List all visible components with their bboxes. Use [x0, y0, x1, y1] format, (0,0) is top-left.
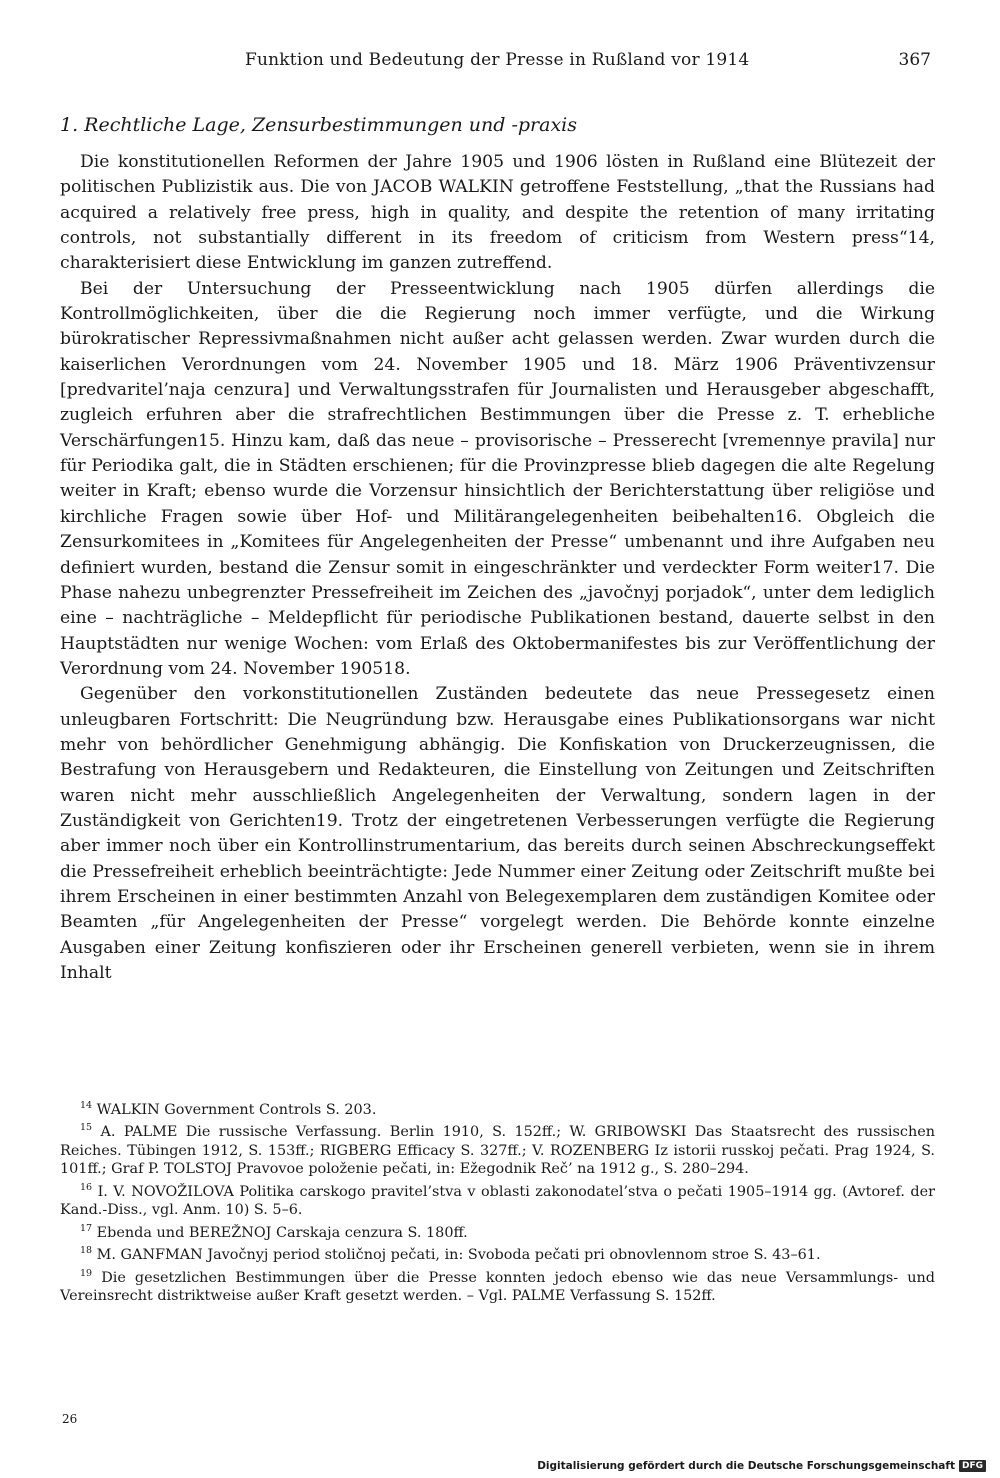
- dfg-logo: DFG: [959, 1460, 986, 1472]
- footnote: [60, 1097, 935, 1119]
- footnote-text: Die gesetzlichen Bestimmungen über die Presse konnten jedoch ebenso wie das neue Versammlungs- und Vereinsrecht distriktweise außer Kraft gesetzt werden. – Vgl. PALME Verfassung S. 152ff.: [60, 1269, 935, 1305]
- footnote: [60, 1119, 935, 1179]
- footnote-text: A. PALME Die russische Verfassung. Berlin 1910, S. 152ff.; W. GRIBOWSKI Das Staatsrecht des russischen Reiches. Tübingen 1912, S. 153ff.; RIGBERG Efficacy S. 327ff.; V. ROZENBERG Iz istorii russkoj pečati. Prag 1924, S. 101ff.; Graf P. TOLSTOJ Pravovoe položenie pečati, in: Ežegodnik Reč’ na 1912 g., S. 280–294.: [60, 1124, 935, 1178]
- footnote-number: 16: [80, 1181, 93, 1193]
- paragraph: Gegenüber den vorkonstitutionellen Zuständen bedeutete das neue Pressegesetz einen unleugbaren Fortschritt: Die Neugründung bzw. Herausgabe eines Publikationsorgans war nicht mehr von behördlicher Genehmigung abhängig. Die Konfiskation von Druckerzeugnissen, die Bestrafung von Herausgebern und Redakteuren, die Einstellung von Zeitungen und Zeitschriften waren nicht mehr ausschließlich Angelegenheiten der Verwaltung, sondern lagen in der Zuständigkeit von Gerichten19. Trotz der eingetretenen Verbesserungen verfügte die Regierung aber immer noch über ein Kontrollinstrumentarium, das bereits durch seinen Abschreckungseffekt die Pressefreiheit erheblich beeinträchtigte: Jede Nummer einer Zeitung oder Zeitschrift mußte bei ihrem Erscheinen in einer bestimmten Anzahl von Belegexemplaren dem zuständigen Komitee oder Beamten „für Angelegenheiten der Presse“ vorgelegt werden. Die Behörde konnte einzelne Ausgaben einer Zeitung konfiszieren oder ihr Erscheinen generell verbieten, wenn sie in ihrem Inhalt: [60, 684, 935, 983]
- footnote-number: 19: [80, 1267, 93, 1279]
- footnote-text: WALKIN Government Controls S. 203.: [96, 1101, 377, 1118]
- paragraph: Bei der Untersuchung der Presseentwicklung nach 1905 dürfen allerdings die Kontrollmöglichkeiten, über die die Regierung noch immer verfügte, und die Wirkung bürokratischer Repressivmaßnahmen nicht außer acht gelassen werden. Zwar wurden durch die kaiserlichen Verordnungen vom 24. November 1905 und 18. März 1906 Präventivzensur [predvaritel’naja cenzura] und Verwaltungsstrafen für Journalisten und Herausgeber abgeschafft, zugleich erfuhren aber die strafrechtlichen Bestimmungen über die Presse z. T. erhebliche Verschärfungen15. Hinzu kam, daß das neue – provisorische – Presserecht [vremennye pravila] nur für Periodika galt, die in Städten erschienen; für die Provinzpresse blieb dagegen die alte Regelung weiter in Kraft; ebenso wurde die Vorzensur hinsichtlich der Berichterstattung über religiöse und kirchliche Fragen sowie über Hof- und Militärangelegenheiten beibehalten16. Obgleich die Zensurkomitees in „Komitees für Angelegenheiten der Presse“ umbenannt und ihre Aufgaben neu definiert wurden, bestand die Zensur somit in eingeschränkter und verdeckter Form weiter17. Die Phase nahezu unbegrenzter Pressefreiheit im Zeichen des „javočnyj porjadok“, unter dem lediglich eine – nachträgliche – Meldepflicht für periodische Publikationen bestand, dauerte selbst in den Hauptstädten nur wenige Wochen: vom Erlaß des Oktobermanifestes bis zur Veröffentlichung der Verordnung vom 24. November 190518.: [60, 278, 935, 679]
- footnote-text: M. GANFMAN Javočnyj period stoličnoj pečati, in: Svoboda pečati pri obnovlennom stroe S. 43–61.: [96, 1247, 821, 1264]
- footnote-number: 18: [80, 1245, 93, 1257]
- footnote: [60, 1220, 935, 1242]
- signature-mark: 26: [62, 1412, 78, 1426]
- footnote-text: I. V. NOVOŽILOVA Politika carskogo pravitel’stva v oblasti zakonodatel’stva o pečati 1905–1914 gg. (Avtoref. der Kand.-Diss., vgl. Anm. 10) S. 5–6.: [60, 1183, 935, 1219]
- credit-text: Digitalisierung gefördert durch die Deutsche Forschungsgemeinschaft: [537, 1460, 955, 1472]
- running-head: [60, 50, 935, 76]
- running-title: Funktion und Bedeutung der Presse in Rußland vor 1914: [245, 50, 750, 70]
- paragraph: Die konstitutionellen Reformen der Jahre 1905 und 1906 lösten in Rußland eine Blütezeit der politischen Publizistik aus. Die von JACOB WALKIN getroffene Feststellung, „that the Russians had acquired a relatively free press, high in quality, and despite the retention of many irritating controls, not substantially different in its freedom of criticism from Western press“14, charakterisiert diese Entwicklung im ganzen zutreffend.: [60, 152, 935, 274]
- section-heading: 1. Rechtliche Lage, Zensurbestimmungen und -praxis: [60, 114, 577, 136]
- digitization-credit: [537, 1457, 986, 1475]
- footnotes: [60, 1097, 935, 1306]
- footnote-number: 15: [80, 1122, 93, 1134]
- footnote: [60, 1242, 935, 1264]
- footnote-number: 17: [80, 1222, 93, 1234]
- footnote-text: Ebenda und BEREŽNOJ Carskaja cenzura S. 180ff.: [96, 1224, 468, 1241]
- body-text: [60, 150, 935, 986]
- footnote-number: 14: [80, 1100, 93, 1111]
- page-number: 367: [898, 50, 931, 70]
- footnote: [60, 1179, 935, 1220]
- footnote: [60, 1265, 935, 1306]
